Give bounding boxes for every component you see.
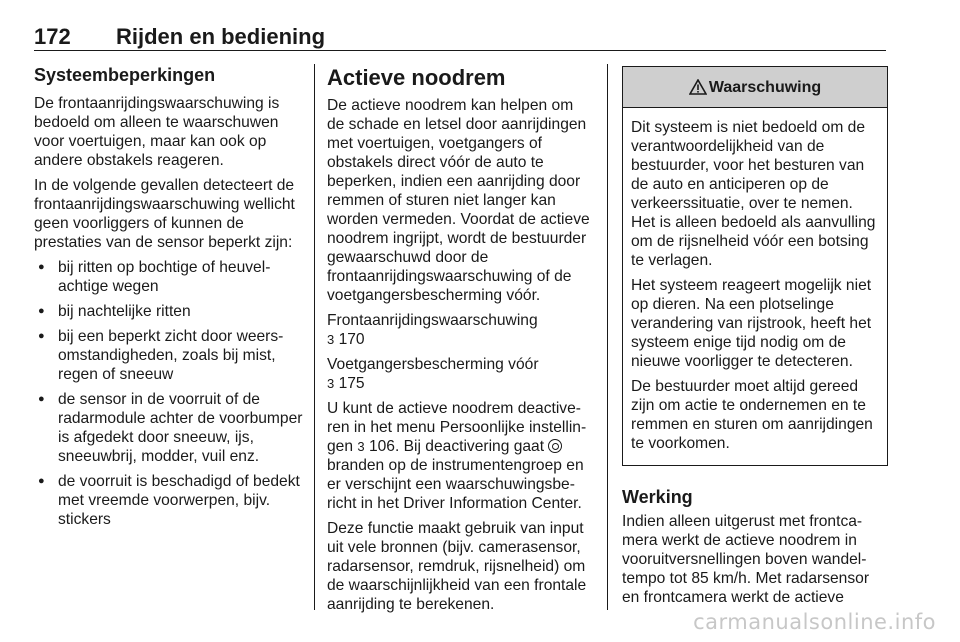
bullet-list: [34, 258, 304, 529]
paragraph: De frontaanrijdingswaarschuwing is bedoeld om alleen te waarschuwen voor voertuigen, maar kan ook op andere obstakels reageren.: [34, 95, 280, 169]
paragraph: U kunt de actieve noodrem deactiveren in het menu Persoonlijke instellingen 3 106. Bij deactivering gaat branden op de instrumentengroep en er verschijnt een waarschuwingsbericht in het Driver Information Center.: [327, 400, 587, 512]
warning-title: Waarschuwing: [708, 78, 822, 96]
list-item: ● de voorruit is beschadigd of bedekt met vreemde voorwerpen, bijv. stickers: [34, 472, 304, 529]
page-ref-arrow-icon: 3: [327, 332, 335, 347]
column-divider: [607, 64, 608, 610]
warning-paragraph: Dit systeem is niet bedoeld om de verantwoordelijkheid van de bestuurder, voor het besturen van de auto en anticiperen op de verkeerssituatie, over te nemen. Het is alleen bedoeld als aanvulling om de rijsnelheid vóór een botsing te verlagen.: [631, 119, 876, 269]
watermark: carmanualsonline.info: [693, 610, 936, 634]
list-item: ● de sensor in de voorruit of de radarmodule achter de voorbumper is afgedekt door sneeuw, ijs, sneeuwbrij, modder, vuil enz.: [34, 390, 304, 466]
page-header: [34, 20, 886, 51]
section-heading-operation: Werking: [622, 487, 693, 507]
warning-paragraph: Het systeem reageert mogelijk niet op dieren. Na een plotselinge verandering van rijstrook, heeft het systeem enige tijd nodig om de nieuwe voorligger te detecteren.: [631, 277, 872, 370]
column-middle: [327, 64, 594, 620]
column-divider: [314, 64, 315, 610]
warning-body: [623, 108, 887, 465]
column-right: [622, 64, 888, 613]
brake-warning-lamp-icon: [548, 439, 562, 453]
column-left: [34, 64, 304, 535]
warning-paragraph: De bestuurder moet altijd gereed zijn om actie te ondernemen en te remmen en sturen om aanrijdingen te voorkomen.: [631, 378, 873, 452]
warning-header: [623, 67, 887, 108]
warning-triangle-icon: [689, 79, 707, 95]
reference-text: Voetgangersbescherming vóór: [327, 356, 539, 373]
reference-page[interactable]: 170: [338, 331, 365, 348]
reference-page[interactable]: 175: [338, 375, 365, 392]
paragraph: Deze functie maakt gebruik van input uit vele bronnen (bijv. camerasensor, radarsensor, remdruk, rijsnelheid) om de waarschijnlijkheid van een frontale aanrijding te berekenen.: [327, 520, 587, 613]
cross-reference: [327, 311, 594, 349]
list-item: ● bij nachtelijke ritten: [34, 302, 304, 321]
list-item: ● bij een beperkt zicht door weersomstandigheden, zoals bij mist, regen of sneeuw: [34, 327, 304, 384]
page-ref-arrow-icon: 3: [357, 439, 365, 454]
section-heading-emergency-brake: Actieve noodrem: [327, 65, 506, 90]
section-heading-limitations: Systeembeperkingen: [34, 65, 216, 85]
paragraph: De actieve noodrem kan helpen om de schade en letsel door aanrijdingen met voertuigen, voetgangers of obstakels direct vóór de auto te beperken, indien een aanrijding door remmen of sturen niet langer kan worden vermeden. Voordat de actieve noodrem ingrijpt, wordt de bestuurder gewaarschuwd door de frontaanrijdingswaarschuwing of de voetgangersbescherming vóór.: [327, 97, 590, 304]
warning-box: [622, 66, 888, 466]
paragraph: In de volgende gevallen detecteert de frontaanrijdingswaarschuwing wellicht geen voorliggers of kunnen de prestaties van de sensor beperkt zijn:: [34, 177, 295, 251]
reference-text: Frontaanrijdingswaarschuwing: [327, 312, 538, 329]
paragraph: Indien alleen uitgerust met frontcamera werkt de actieve noodrem in vooruitversnellingen boven wandeltempo tot 85 km/h. Met radarsensor en frontcamera werkt de actieve: [622, 513, 870, 606]
page-number: 172: [34, 24, 71, 49]
list-item: ● bij ritten op bochtige of heuvelachtige wegen: [34, 258, 304, 296]
cross-reference: [327, 355, 594, 393]
chapter-title: Rijden en bediening: [116, 24, 326, 49]
page-ref-arrow-icon: 3: [327, 376, 335, 391]
